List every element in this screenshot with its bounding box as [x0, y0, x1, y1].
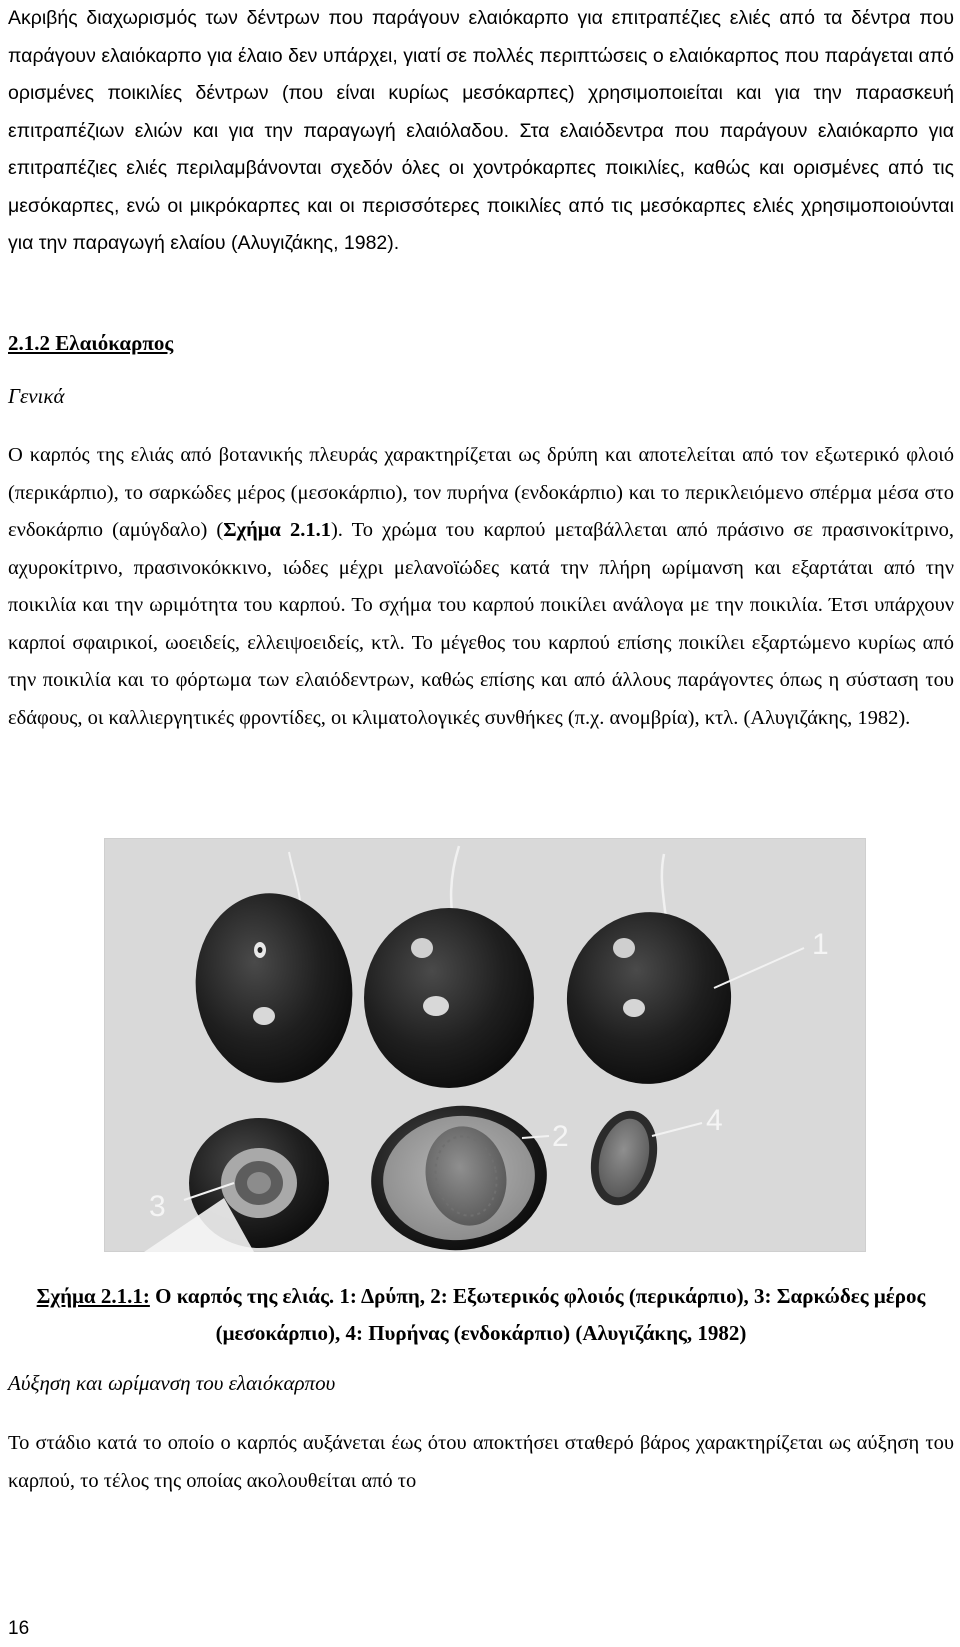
olive-fruit-illustration: [104, 838, 866, 1252]
fruit-description-paragraph: [8, 437, 954, 737]
figure-reference: Σχήμα 2.1.1: [223, 519, 331, 541]
subheading-growth: Αύξηση και ωρίμανση του ελαιόκαρπου: [8, 1371, 336, 1395]
label-3: 3: [149, 1190, 166, 1223]
caption-label: Σχήμα 2.1.1:: [36, 1284, 150, 1308]
subheading-general: Γενικά: [8, 384, 65, 408]
caption-text: Ο καρπός της ελιάς. 1: Δρύπη, 2: Εξωτερικός φλοιός (περικάρπιο), 3: Σαρκώδες μέρος (μεσοκάρπιο), 4: Πυρήνας (ενδοκάρπιο) (Αλυγιζάκης, 1982): [149, 1284, 926, 1345]
figure-caption: [8, 1278, 954, 1352]
label-4: 4: [706, 1104, 723, 1137]
page-number: 16: [8, 1618, 30, 1639]
growth-paragraph: Το στάδιο κατά το οποίο ο καρπός αυξάνεται έως ότου αποκτήσει σταθερό βάρος χαρακτηρίζεται ως αύξηση του καρπού, το τέλος της οποίας ακολουθείται από το: [8, 1432, 954, 1492]
label-1: 1: [812, 928, 829, 961]
label-2: 2: [552, 1120, 569, 1153]
paragraph-text-end: ). Το χρώμα του καρπού μεταβάλλεται από πράσινο σε πρασινοκίτρινο, αχυροκίτρινο, πρασινοκόκκινο, ιώδες μέχρι μελανοϊώδες κατά την πλήρη ωρίμανση και εξαρτάται από την ποικιλία και την ωριμότητα του καρπού. Το σχήμα του καρπού ποικίλει ανάλογα με την ποικιλία. Έτσι υπάρχουν καρποί σφαιρικοί, ωοειδείς, ελλειψοειδείς, κτλ. Το μέγεθος του καρπού επίσης ποικίλει εξαρτώμενο κυρίως από την ποικιλία και το φόρτωμα των ελαιόδεντρων, καθώς επίσης και από άλλους παράγοντες όπως η σύσταση του εδάφους, οι καλλιεργητικές φροντίδες, οι κλιματολογικές συνθήκες (π.χ. ανομβρία), κτλ. (Αλυγιζάκης, 1982).: [8, 519, 954, 729]
whole-olive-middle: [364, 908, 534, 1088]
paragraph-text-start: Ο καρπός της ελιάς από βοτανικής πλευράς χαρακτηρίζεται ως δρύπη και αποτελείται από τον εξωτερικό φλοιό (περικάρπιο), το σαρκώδες μέρος (μεσοκάρπιο), τον πυρήνα (ενδοκάρπιο) και το περικλειόμενο σπέρμα μέσα στο ενδοκάρπιο (αμύγδαλο) (: [8, 444, 954, 541]
section-heading: 2.1.2 Ελαιόκαρπος: [8, 331, 174, 355]
intro-paragraph: Ακριβής διαχωρισμός των δέντρων που παράγουν ελαιόκαρπο για επιτραπέζιες ελιές από τα δέντρα που παράγουν ελαιόκαρπο για έλαιο δεν υπάρχει, γιατί σε πολλές περιπτώσεις ο ελαιόκαρπος που παράγεται από ορισμένες ποικιλίες δέντρων (που είναι κυρίως μεσόκαρπες) χρησιμοποιείται και για την παρασκευή επιτραπέζιων ελιών και για την παραγωγή ελαιόλαδου. Στα ελαιόδεντρα που παράγουν ελαιόκαρπο για επιτραπέζιες ελιές περιλαμβάνονται σχεδόν όλες οι χοντρόκαρπες ποικιλίες, καθώς και ορισμένες από τις μεσόκαρπες, ενώ οι μικρόκαρπες και οι περισσότερες ποικιλίες από τις μεσόκαρπες ελιές χρησιμοποιούνται για την παραγωγή ελαίου (Αλυγιζάκης, 1982).: [8, 7, 954, 254]
olive-fruit-figure: [104, 838, 866, 1252]
